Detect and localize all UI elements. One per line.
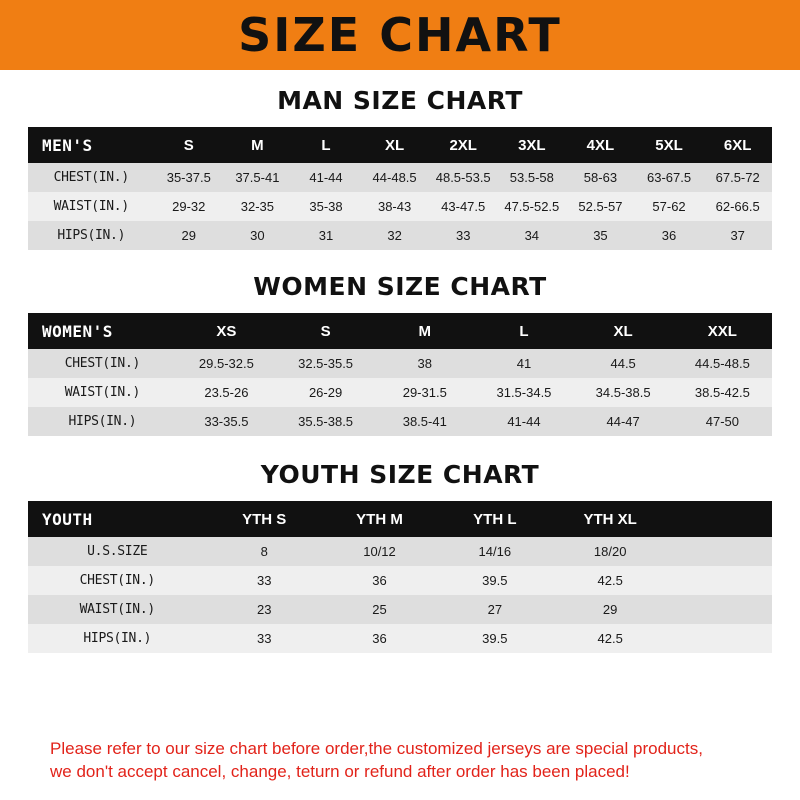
women-chest-l: 41	[516, 356, 532, 371]
men-hips-5xl: 36	[661, 228, 677, 243]
youth-header-spacer	[668, 501, 772, 537]
men-waist-m: 32-35	[240, 199, 274, 214]
men-waist-3xl: 47.5-52.5	[504, 199, 560, 214]
women-hips-m: 38.5-41	[402, 414, 447, 429]
women-header-m: M	[418, 322, 432, 340]
table-header-row	[28, 127, 772, 163]
table-row	[28, 624, 772, 653]
youth-header-l: YTH L	[473, 510, 517, 528]
women-chest-m: 38	[417, 356, 432, 371]
women-chest-xxl: 44.5-48.5	[694, 356, 750, 371]
youth-chest-m: 36	[372, 573, 387, 588]
youth-header-xl: YTH XL	[583, 510, 637, 528]
youth-waist-xl: 29	[602, 602, 618, 617]
men-header-2xl: 2XL	[449, 136, 477, 154]
youth-row-spacer	[668, 624, 772, 653]
youth-table-body	[28, 537, 772, 653]
youth-ussize-m: 10/12	[363, 544, 396, 559]
men-hips-2xl: 33	[455, 228, 471, 243]
women-chest-s: 32.5-35.5	[298, 356, 354, 371]
men-hips-xl: 32	[387, 228, 402, 243]
youth-hips-l: 39.5	[482, 631, 508, 646]
men-header-xl: XL	[385, 136, 405, 154]
youth-header-s: YTH S	[242, 510, 287, 528]
youth-row-spacer	[668, 595, 772, 624]
table-row	[28, 349, 772, 378]
youth-ussize-label: U.S.SIZE	[87, 544, 148, 559]
table-row	[28, 378, 772, 407]
page-title: SIZE CHART	[238, 8, 562, 62]
youth-hips-s: 33	[256, 631, 272, 646]
women-hips-xs: 33-35.5	[204, 414, 249, 429]
youth-waist-s: 23	[256, 602, 272, 617]
men-waist-s: 29-32	[172, 199, 206, 214]
table-row	[28, 163, 772, 192]
section-title-men: MAN SIZE CHART	[277, 86, 523, 115]
youth-chest-l: 39.5	[482, 573, 508, 588]
men-chest-6xl: 67.5-72	[715, 170, 760, 185]
men-size-table	[28, 127, 772, 250]
men-hips-3xl: 34	[524, 228, 540, 243]
men-hips-4xl: 35	[593, 228, 608, 243]
women-chest-xl: 44.5	[610, 356, 636, 371]
header-bar	[0, 0, 800, 70]
women-hips-label: HIPS(IN.)	[68, 414, 137, 429]
men-hips-l: 31	[318, 228, 334, 243]
women-hips-xxl: 47-50	[705, 414, 739, 429]
youth-row-spacer	[668, 566, 772, 595]
women-header-xs: XS	[216, 322, 237, 340]
women-waist-s: 26-29	[308, 385, 343, 400]
section-title-women: WOMEN SIZE CHART	[253, 272, 547, 301]
women-chest-label: CHEST(IN.)	[64, 356, 141, 371]
youth-size-table	[28, 501, 772, 653]
women-chest-xs: 29.5-32.5	[198, 356, 254, 371]
men-hips-m: 30	[250, 228, 265, 243]
women-hips-l: 41-44	[507, 414, 541, 429]
table-row	[28, 595, 772, 624]
men-waist-l: 35-38	[309, 199, 343, 214]
women-waist-label: WAIST(IN.)	[64, 385, 141, 400]
men-hips-s: 29	[181, 228, 196, 243]
women-header-xxl: XXL	[707, 322, 737, 340]
men-chest-4xl: 58-63	[583, 170, 618, 185]
table-row	[28, 407, 772, 436]
men-waist-5xl: 57-62	[652, 199, 686, 214]
table-row	[28, 192, 772, 221]
women-waist-xs: 23.5-26	[204, 385, 249, 400]
youth-ussize-xl: 18/20	[593, 544, 627, 559]
men-chest-l: 41-44	[309, 170, 343, 185]
women-waist-m: 29-31.5	[402, 385, 447, 400]
youth-hips-m: 36	[372, 631, 387, 646]
men-header-label: MEN'S	[42, 135, 93, 155]
men-waist-4xl: 52.5-57	[578, 199, 623, 214]
men-waist-label: WAIST(IN.)	[53, 199, 129, 214]
men-header-6xl: 6XL	[723, 136, 752, 154]
youth-waist-m: 25	[372, 602, 387, 617]
women-table-head	[28, 313, 772, 349]
men-chest-s: 35-37.5	[166, 170, 211, 185]
men-header-l: L	[321, 136, 331, 154]
youth-hips-xl: 42.5	[597, 631, 623, 646]
men-hips-6xl: 37	[730, 228, 745, 243]
youth-chest-xl: 42.5	[597, 573, 623, 588]
women-waist-l: 31.5-34.5	[496, 385, 552, 400]
table-row	[28, 537, 772, 566]
men-chest-3xl: 53.5-58	[509, 170, 554, 185]
women-size-table	[28, 313, 772, 436]
footer-line-1: Please refer to our size chart before order,the customized jerseys are special products,	[50, 739, 703, 759]
men-table-body	[28, 163, 772, 250]
youth-hips-label: HIPS(IN.)	[83, 631, 152, 646]
footer-line-2: we don't accept cancel, change, teturn or refund after order has been placed!	[50, 762, 630, 782]
men-header-s: S	[183, 136, 194, 154]
men-waist-6xl: 62-66.5	[715, 199, 760, 214]
women-hips-s: 35.5-38.5	[298, 414, 354, 429]
youth-table-head	[28, 501, 772, 537]
men-header-m: M	[251, 136, 264, 154]
women-table-body	[28, 349, 772, 436]
men-chest-2xl: 48.5-53.5	[435, 170, 491, 185]
footer-disclaimer	[28, 724, 772, 800]
table-row	[28, 221, 772, 250]
youth-chest-s: 33	[256, 573, 272, 588]
youth-waist-l: 27	[487, 602, 503, 617]
men-header-3xl: 3XL	[518, 136, 546, 154]
table-header-row	[28, 313, 772, 349]
men-waist-2xl: 43-47.5	[441, 199, 486, 214]
women-header-label: WOMEN'S	[42, 321, 113, 341]
content-area	[0, 70, 800, 800]
men-chest-label: CHEST(IN.)	[53, 170, 129, 185]
men-chest-5xl: 63-67.5	[646, 170, 692, 185]
women-hips-xl: 44-47	[606, 414, 640, 429]
table-header-row	[28, 501, 772, 537]
women-waist-xxl: 38.5-42.5	[694, 385, 750, 400]
men-chest-xl: 44-48.5	[372, 170, 417, 185]
youth-ussize-l: 14/16	[478, 544, 512, 559]
women-header-l: L	[519, 322, 529, 340]
youth-header-label: YOUTH	[42, 509, 93, 529]
men-hips-label: HIPS(IN.)	[57, 228, 126, 243]
section-title-youth: YOUTH SIZE CHART	[260, 460, 540, 489]
table-row	[28, 566, 772, 595]
men-waist-xl: 38-43	[377, 199, 412, 214]
men-chest-m: 37.5-41	[235, 170, 280, 185]
youth-waist-label: WAIST(IN.)	[79, 602, 155, 617]
women-header-xl: XL	[613, 322, 633, 340]
men-header-5xl: 5XL	[655, 136, 683, 154]
women-header-s: S	[320, 322, 331, 340]
youth-header-m: YTH M	[356, 510, 403, 528]
men-header-4xl: 4XL	[586, 136, 615, 154]
women-waist-xl: 34.5-38.5	[595, 385, 651, 400]
men-table-head	[28, 127, 772, 163]
youth-ussize-s: 8	[260, 544, 268, 559]
youth-row-spacer	[668, 537, 772, 566]
youth-chest-label: CHEST(IN.)	[79, 573, 155, 588]
